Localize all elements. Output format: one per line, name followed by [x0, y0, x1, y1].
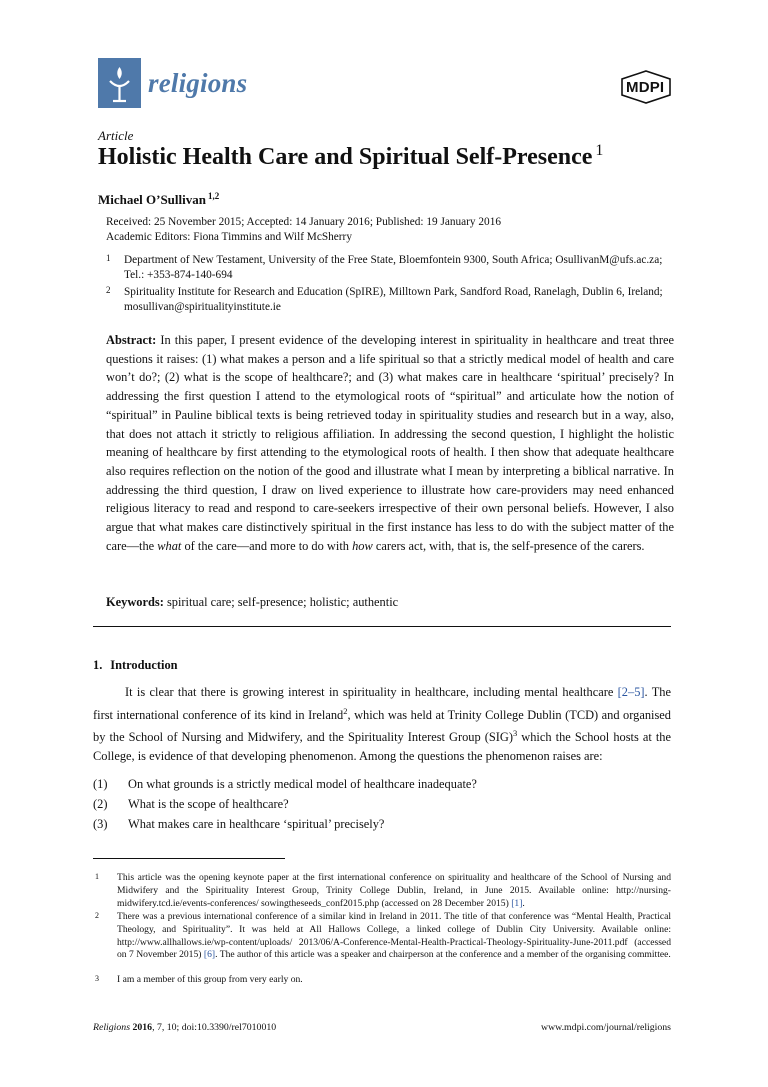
footnote-ref[interactable]: 2 [343, 705, 348, 716]
footer-details: , 7, 10; doi:10.3390/rel7010010 [152, 1022, 277, 1033]
publisher-logo [620, 70, 672, 104]
footnote: I am a member of this group from very early on. [117, 974, 303, 985]
list-item: On what grounds is a strictly medical model of healthcare inadequate? [128, 777, 477, 791]
list-item: What is the scope of healthcare? [128, 797, 289, 811]
section-divider [93, 626, 671, 627]
footnote-number: 2 [95, 911, 99, 920]
abstract-text: carers act, with, that is, the self-presence of the carers. [375, 538, 645, 553]
affiliation: Spirituality Institute for Research and Education (SpIRE), Milltown Park, Sandford Road, Ranelagh, Dublin 6, Ireland; mosullivan@spiritualityinstitute.ie [124, 286, 663, 313]
section-title: Introduction [110, 658, 178, 672]
footer-url[interactable]: www.mdpi.com/journal/religions [541, 1022, 671, 1033]
affiliation-number: 2 [106, 285, 111, 295]
footnote-divider [93, 858, 285, 859]
footnote: There was a previous international conference of a similar kind in Ireland in 2011. The title of that conference was “Mental Health, Practical Theology, and Spirituality”. It was held at All Hallows College, a linked college of Dublin City University. Available online: http://www.allhallows.ie/wp-content/uploads/ 2013/06/A-Conference-Mental-Health-Practical-Theology-Spirituality-June-2011.pdf (accessed on 7 November 2015) [6]. The author of this article was a speaker and chairperson at the conference and a member of the organising committee. [117, 911, 671, 961]
section-heading [93, 658, 178, 673]
list-number: (3) [93, 817, 108, 831]
journal-header [98, 58, 672, 110]
citation-link[interactable]: [1] [511, 897, 523, 909]
abstract-emphasis: what [157, 538, 182, 553]
journal-name: religions [148, 68, 248, 98]
intro-paragraph: It is clear that there is growing interest in spirituality in healthcare, including mental healthcare [2–5]. The first international conference of its kind in Ireland$^2$, which was held at Trinity College Dublin (TCD) and organised by the School of Nursing and Midwifery, and the Spirituality Interest Group (SIG)$^3$ which the School hosts at the College, is evidence of that developing phenomenon. Among the questions the phenomenon raises are: [93, 685, 672, 764]
journal-logo-icon [98, 58, 141, 108]
abstract [106, 331, 674, 555]
footer-citation [93, 1022, 276, 1033]
abstract-text: of the care—and more to do with [184, 538, 349, 553]
footnote-ref[interactable]: 3 [512, 728, 518, 739]
affiliation: Department of New Testament, University of the Free State, Bloemfontein 9300, South Africa; OsullivanM@ufs.ac.za; Tel.: +353-874-140-694 [124, 254, 663, 281]
keywords-label: Keywords: [106, 595, 164, 609]
section-number: 1. [93, 658, 103, 672]
editors-line: Academic Editors: Fiona Timmins and Wilf McSherry [106, 231, 352, 243]
list-item: What makes care in healthcare ‘spiritual’ precisely? [128, 817, 385, 831]
author-affiliation-ref: 1,2 [207, 191, 220, 201]
footnote-number: 1 [95, 872, 99, 881]
author-name: Michael O’Sullivan [98, 192, 206, 207]
article-type: Article [98, 128, 134, 143]
received-line: Received: 25 November 2015; Accepted: 14 January 2016; Published: 19 January 2016 [106, 216, 501, 228]
list-number: (2) [93, 797, 108, 811]
title-footnote-ref[interactable]: 1 [595, 142, 604, 159]
footnote: This article was the opening keynote paper at the first international conference on spirituality and healthcare of the School of Nursing and Midwifery and the Spirituality Interest Group, Trinity College Dublin, Ireland, in June 2015. Available online: http://nursing-midwifery.tcd.ie/events-conferences/ sowingtheseeds_conf2015.php (accessed on 28 December 2015) [1]. [117, 872, 671, 909]
citation-link[interactable]: [2–5] [617, 685, 645, 699]
abstract-label: Abstract: [106, 333, 157, 347]
affiliation-number: 1 [106, 253, 111, 263]
footer-year: 2016 [132, 1022, 153, 1033]
abstract-text: In this paper, I present evidence of the developing interest in spirituality in healthcare and treat three questions it raises: (1) what makes a person and a life spiritual so that a strictly medical model of health and care won’t do?; (2) what is the scope of healthcare?; and (3) what makes care in healthcare ‘spiritual’ precisely? In addressing the first question I attend to the etymological roots of “spiritual” and articulate how the notion of “spiritual” in Pauline biblical texts is being retrieved today in spirituality studies and research but in a way, also, that does not attach it strictly to religious affiliation. In addressing the second question, I highlight the holistic meaning of healthcare by first attending to the etymological roots of health. I then show that adequate healthcare also requires reflection on the notion of the good and illustrate what I mean by interpreting a biblical narrative. In addressing the third question, I draw on lived experience to illustrate how care-providers may need enhanced religious literacy to read and respond to care-seekers irrespective of their own personal beliefs. However, I also argue that what makes care distinctively spiritual in the first instance has less to do with the subject matter of the care—the [106, 333, 674, 553]
publisher-name: MDPI [626, 79, 665, 96]
author [98, 191, 219, 208]
footnote-number: 3 [95, 974, 99, 983]
list-number: (1) [93, 777, 108, 791]
keywords [106, 594, 674, 610]
abstract-emphasis: how [352, 538, 373, 553]
page-title [98, 142, 603, 171]
keywords-text: spiritual care; self-presence; holistic; authentic [166, 595, 399, 609]
title-text: Holistic Health Care and Spiritual Self-Presence [98, 144, 593, 170]
citation-link[interactable]: [6] [203, 949, 216, 961]
footer-journal: Religions [93, 1022, 131, 1033]
